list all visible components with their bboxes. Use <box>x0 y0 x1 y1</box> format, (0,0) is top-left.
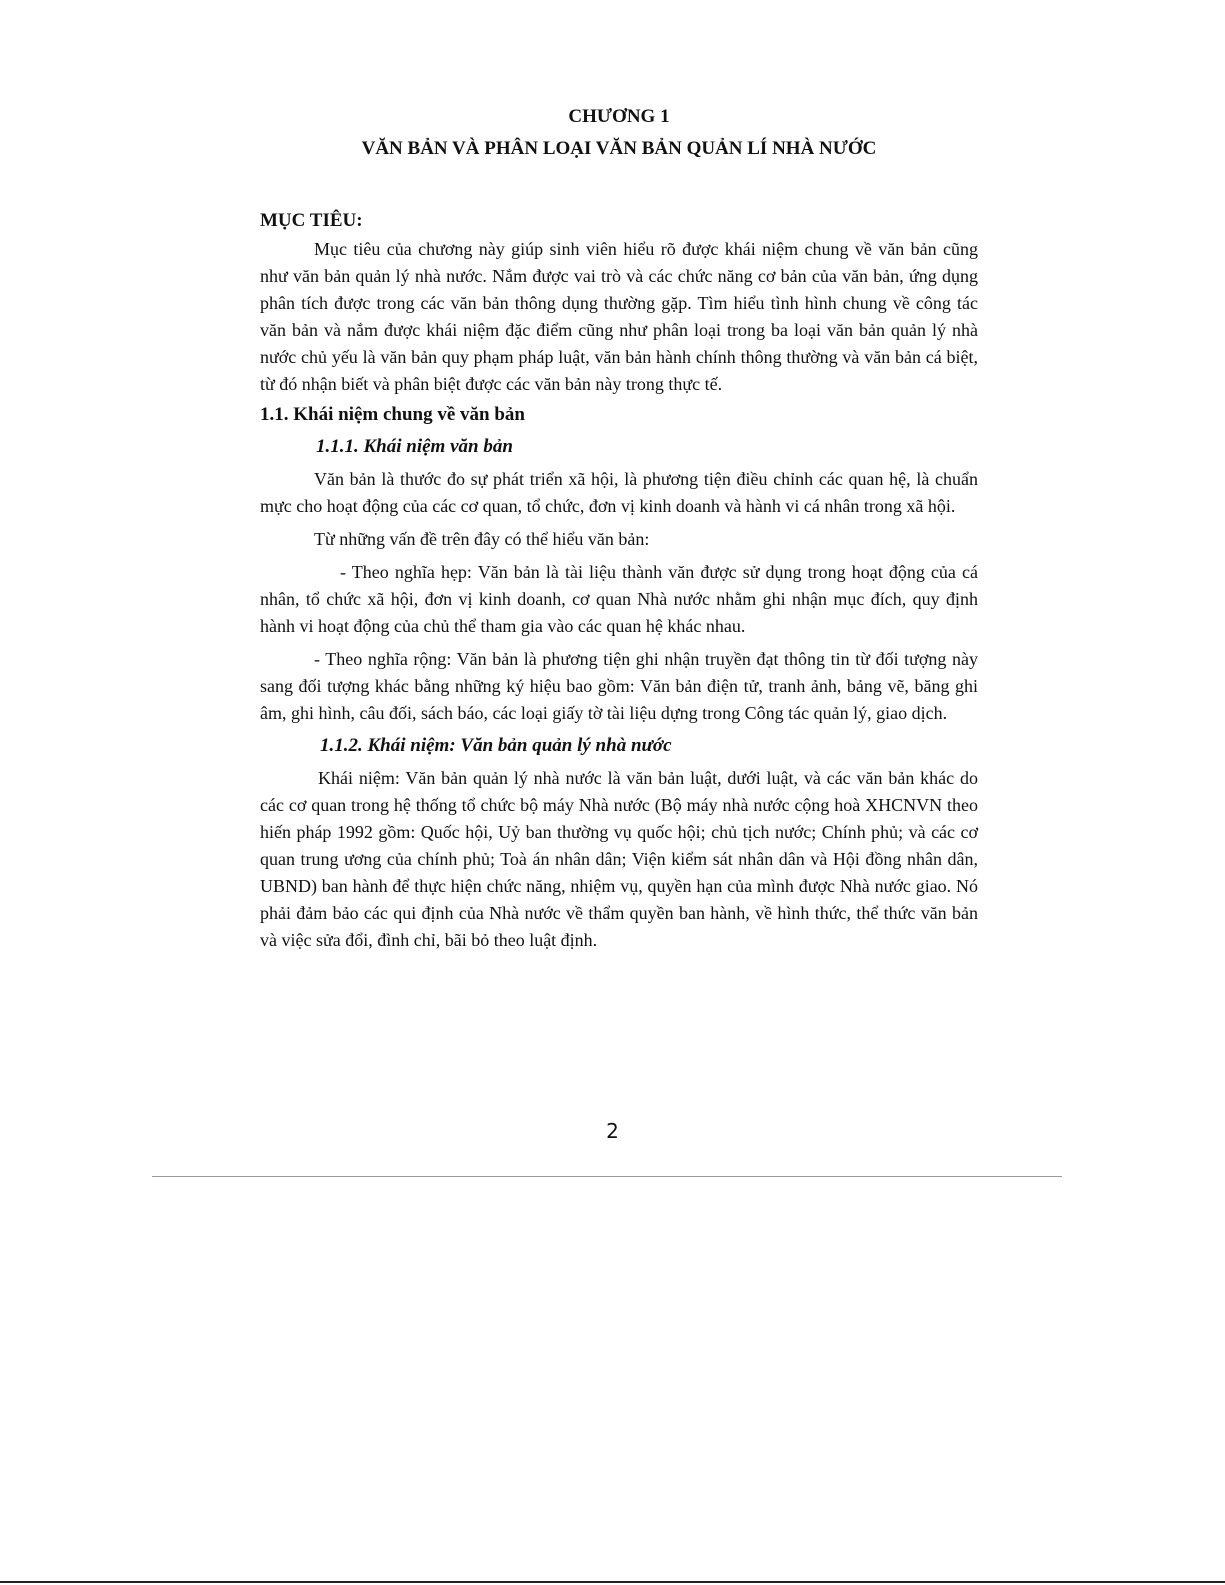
objectives-heading: MỤC TIÊU: <box>260 210 363 231</box>
section-1-1-1-paragraph-1: Văn bản là thước đo sự phát triển xã hội, là phương tiện điều chỉnh các quan hệ, là chuẩn mực cho hoạt động của các cơ quan, tổ chức, đơn vị kinh doanh và hành vi cá nhân trong xã hội. <box>260 469 978 516</box>
section-1-1-2-paragraph: Khái niệm: Văn bản quản lý nhà nước là văn bản luật, dưới luật, và các văn bản khác do các cơ quan trong hệ thống tổ chức bộ máy Nhà nước (Bộ máy nhà nước cộng hoà XHCNVN theo hiến pháp 1992 gồm: Quốc hội, Uỷ ban thường vụ quốc hội; chủ tịch nước; Chính phủ; và các cơ quan trung ương của chính phủ; Toà án nhân dân; Viện kiểm sát nhân dân và Hội đồng nhân dân, UBND) ban hành để thực hiện chức năng, nhiệm vụ, quyền hạn của mình được Nhà nước giao. Nó phải đảm bảo các qui định của Nhà nước về thẩm quyền ban hành, về hình thức, thể thức văn bản và việc sửa đổi, đình chỉ, bãi bỏ theo luật định. <box>260 768 978 950</box>
section-1-1-2-heading: 1.1.2. Khái niệm: Văn bản quản lý nhà nước <box>320 735 672 756</box>
chapter-label: CHƯƠNG 1 <box>568 106 670 127</box>
page-content <box>260 104 978 954</box>
page-bottom-edge <box>0 1581 1225 1583</box>
section-1-1-1-narrow-meaning: - Theo nghĩa hẹp: Văn bản là tài liệu thành văn được sử dụng trong hoạt động của cá nhân, tổ chức xã hội, đơn vị kinh doanh, cơ quan Nhà nước nhằm ghi nhận mục đích, quy định hành vi hoạt động của chủ thể tham gia vào các quan hệ khác nhau. <box>260 562 978 636</box>
page-divider <box>152 1176 1062 1177</box>
objectives-paragraph: Mục tiêu của chương này giúp sinh viên hiểu rõ được khái niệm chung về văn bản cũng như văn bản quản lý nhà nước. Nắm được vai trò và các chức năng cơ bản của văn bản, ứng dụng phân tích được trong các văn bản thông dụng thường gặp. Tìm hiểu tình hình chung về công tác văn bản và nắm được khái niệm đặc điểm cũng như phân loại trong ba loại văn bản quản lý nhà nước chủ yếu là văn bản quy phạm pháp luật, văn bản hành chính thông thường và văn bản cá biệt, từ đó nhận biết và phân biệt được các văn bản này trong thực tế. <box>260 239 978 394</box>
section-1-1-heading: 1.1. Khái niệm chung về văn bản <box>260 404 525 425</box>
chapter-title: VĂN BẢN VÀ PHÂN LOẠI VĂN BẢN QUẢN LÍ NHÀ NƯỚC <box>361 138 877 159</box>
section-1-1-1-paragraph-2: Từ những vấn đề trên đây có thể hiểu văn bản: <box>314 529 650 549</box>
page-number: 2 <box>606 1119 619 1143</box>
section-1-1-1-heading: 1.1.1. Khái niệm văn bản <box>316 436 513 457</box>
section-1-1-1-broad-meaning: - Theo nghĩa rộng: Văn bản là phương tiện ghi nhận truyền đạt thông tin từ đối tượng này sang đối tượng khác bằng những ký hiệu bao gồm: Văn bản điện tử, tranh ảnh, bảng vẽ, băng ghi âm, ghi hình, câu đối, sách báo, các loại giấy tờ tài liệu dựng trong Công tác quản lý, giao dịch. <box>260 649 978 723</box>
